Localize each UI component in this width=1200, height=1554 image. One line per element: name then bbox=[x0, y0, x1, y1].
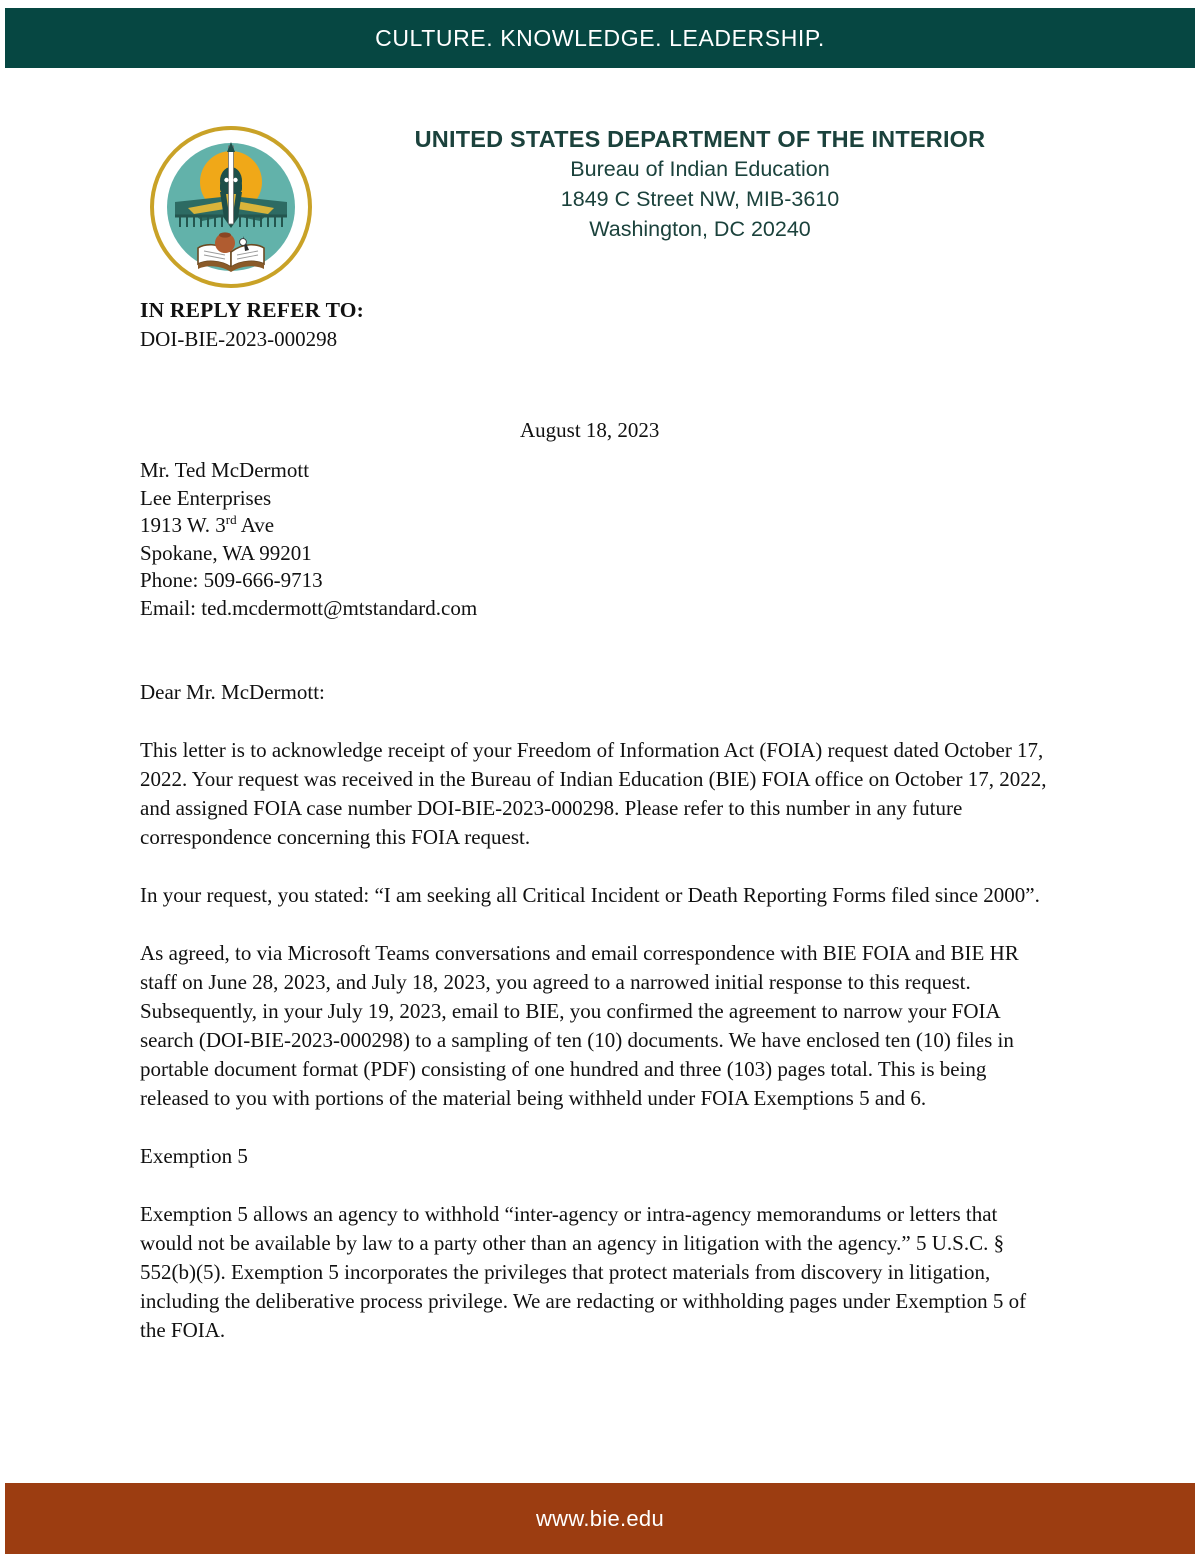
recipient-street bbox=[140, 512, 1050, 540]
recipient-street-suffix: Ave bbox=[236, 513, 275, 537]
bie-seal-icon bbox=[148, 124, 314, 290]
recipient-organization: Lee Enterprises bbox=[140, 485, 272, 510]
recipient-street-prefix: 1913 W. 3 bbox=[140, 513, 226, 537]
exemption-5-paragraph: Exemption 5 allows an agency to withhold “inter-agency or intra-agency memorandums or letters that would not be available by law to a party other than an agency in litigation with the agency.” 5 U.S.C. § 552(b)(5). Exemption 5 incorporates the privileges that protect materials from discovery in litigation, including the deliberative process privilege. We are redacting or withholding pages under Exemption 5 of the FOIA. bbox=[140, 1202, 1027, 1342]
top-banner bbox=[5, 8, 1195, 68]
recipient-phone: Phone: 509-666-9713 bbox=[140, 568, 323, 592]
recipient-email: Email: ted.mcdermott@mtstandard.com bbox=[140, 595, 478, 620]
letterhead-bureau: Bureau of Indian Education bbox=[570, 157, 830, 181]
body-paragraph-3: As agreed, to via Microsoft Teams conversations and email correspondence with BIE FOIA and BIE HR staff on June 28, 2023, and July 18, 2023, you agreed to a narrowed initial response to this request. Subsequently, in your July 19, 2023, email to BIE, you confirmed the agreement to narrow your FOIA search (DOI-BIE-2023-000298) to a sampling of ten (10) documents. We have enclosed ten (10) files in portable document format (PDF) consisting of one hundred and three (103) pages total. This is being released to you with portions of the material being withheld under FOIA Exemptions 5 and 6. bbox=[140, 941, 1019, 1110]
letter-body bbox=[140, 296, 1050, 1345]
banner-tagline: CULTURE. KNOWLEDGE. LEADERSHIP. bbox=[375, 24, 825, 51]
reply-reference-label: IN REPLY REFER TO: bbox=[140, 298, 365, 322]
body-paragraph-1: This letter is to acknowledge receipt of your Freedom of Information Act (FOIA) request dated October 17, 2022. Your request was received in the Bureau of Indian Education (BIE) FOIA office on October 17, 2022, and assigned FOIA case number DOI-BIE-2023-000298. Please refer to this number in any future correspondence concerning this FOIA request. bbox=[140, 738, 1047, 849]
salutation: Dear Mr. McDermott: bbox=[140, 680, 325, 704]
reply-reference-block bbox=[140, 296, 1050, 354]
body-paragraph-2: In your request, you stated: “I am seeking all Critical Incident or Death Reporting Forms filed since 2000”. bbox=[140, 883, 1040, 907]
letterhead bbox=[0, 110, 1200, 290]
letterhead-agency: UNITED STATES DEPARTMENT OF THE INTERIOR bbox=[414, 126, 986, 152]
letterhead-city-state-zip: Washington, DC 20240 bbox=[589, 217, 811, 241]
footer-band bbox=[5, 1483, 1195, 1554]
letter-date: August 18, 2023 bbox=[520, 418, 660, 442]
letterhead-street: 1849 C Street NW, MIB-3610 bbox=[560, 187, 840, 211]
recipient-address-block bbox=[140, 457, 1050, 622]
recipient-name: Mr. Ted McDermott bbox=[140, 458, 310, 482]
recipient-city-state-zip: Spokane, WA 99201 bbox=[140, 540, 312, 565]
footer-website[interactable]: www.bie.edu bbox=[535, 1505, 665, 1531]
exemption-5-heading: Exemption 5 bbox=[140, 1144, 248, 1168]
recipient-street-ordinal: rd bbox=[225, 512, 237, 527]
reply-reference-case-number: DOI-BIE-2023-000298 bbox=[140, 327, 338, 351]
letterhead-address-block bbox=[330, 124, 1070, 244]
